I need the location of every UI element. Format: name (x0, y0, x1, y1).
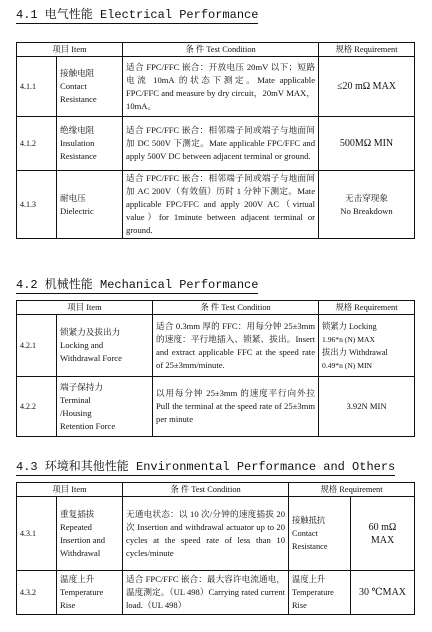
item-name-en: Terminal (60, 394, 91, 405)
header-condition: 条 件 Test Condition (123, 483, 289, 497)
requirement-amount: 60 mΩ (368, 521, 397, 533)
item-number: 4.1.2 (17, 117, 57, 171)
table-header-row (17, 483, 415, 497)
item-number: 4.1.1 (17, 57, 57, 117)
table-row (17, 117, 415, 171)
requirement-value: 3.92N MIN (319, 377, 415, 437)
requirement-value: 30 ℃MAX (351, 571, 415, 615)
requirement-label-cn: 接触抵抗 (292, 516, 326, 525)
header-item: 项目 Item (17, 43, 123, 57)
item-name (57, 377, 153, 437)
requirement-unit: MAX (370, 534, 395, 546)
item-name-en: Withdrawal Force (60, 353, 122, 363)
item-name-en: Withdrawal (60, 547, 101, 558)
item-name-en: Retention Force (60, 420, 116, 431)
test-condition: 适合 FPC/FFC 嵌合：相邻端子间或端子与地面间加 AC 200V（有效值）历时 1 分钟下测定。Mate applicable FPC/FFC and apply 200V AC（virtual value）for 1minute between adjacent terminal or ground. (123, 171, 319, 239)
requirement-locking: 锁紧力 Locking (322, 321, 377, 331)
requirement-label-en: Temperature (292, 588, 334, 597)
mechanical-performance-table (16, 300, 415, 437)
requirement-withdrawal-value: 0.49*n (N) MIN (322, 360, 373, 370)
item-name-en: Contact (60, 81, 87, 91)
header-requirement: 规格 Requirement (319, 301, 415, 315)
section-title-electrical: 4.1 电气性能 Electrical Performance (16, 8, 259, 22)
item-number: 4.2.2 (17, 377, 57, 437)
item-name-en: Resistance (60, 151, 97, 161)
table-row (17, 377, 415, 437)
table-row (17, 497, 415, 571)
item-name-cn: 耐电压 (60, 192, 86, 203)
item-name-en: Insulation (60, 138, 95, 148)
requirement-value (351, 497, 415, 571)
table-row (17, 171, 415, 239)
item-number: 4.3.2 (17, 571, 57, 615)
requirement-label-en: Resistance (292, 542, 328, 551)
item-name-en: Rise (60, 600, 76, 610)
section-title-mechanical: 4.2 机械性能 Mechanical Performance (16, 278, 259, 292)
header-item: 项目 Item (17, 301, 153, 315)
item-name-cn: 端子保持力 (60, 381, 103, 392)
header-item: 项目 Item (17, 483, 123, 497)
item-name (57, 171, 123, 239)
item-name-en: /Housing (60, 407, 92, 418)
item-name-cn: 温度上升 (60, 574, 95, 584)
test-condition: 适合 FPC/FFC 嵌合：开放电压 20mV 以下；短路电流 10mA 的状态下测定。Mate applicable FPC/FFC and measure by dry circuit，20mV MAX，10mA。 (123, 57, 319, 117)
table-header-row (17, 43, 415, 57)
table-row (17, 57, 415, 117)
requirement-value (319, 171, 415, 239)
item-name-en: Temperature (60, 587, 104, 597)
requirement-value: ≤20 mΩ MAX (319, 57, 415, 117)
test-condition: 适合 FPC/FFC 嵌合：最大容许电流通电，温度测定。（UL 498）Carrying rated current load.（UL 498） (123, 571, 289, 615)
item-name-cn: 锁紧力及拔出力 (60, 327, 121, 337)
test-condition: 无通电状态：以 10 次/分钟的速度插拔 20 次 Insertion and withdrawal actuator up to 20 cycles at the speed rate of less than 10 cycles/minute (123, 497, 289, 571)
item-name (57, 497, 123, 571)
item-number: 4.2.1 (17, 315, 57, 377)
requirement-cn: 无击穿现象 (345, 192, 388, 203)
environmental-performance-table (16, 482, 415, 615)
requirement-value (319, 315, 415, 377)
requirement-label-en: Rise (292, 601, 307, 610)
item-name (57, 57, 123, 117)
electrical-performance-table (16, 42, 415, 239)
section-title-environmental: 4.3 环境和其他性能 Environmental Performance and Others (16, 460, 396, 474)
item-name (57, 315, 153, 377)
requirement-locking-value: 1.96*n (N) MAX (322, 334, 375, 344)
table-row (17, 571, 415, 615)
item-name-cn: 接触电阻 (60, 68, 95, 78)
test-condition: 以用每分钟 25±3mm 的速度平行向外拉 Pull the terminal at the speed rate of 25±3mm per minute (153, 377, 319, 437)
requirement-label-cn: 温度上升 (292, 575, 326, 584)
requirement-withdrawal: 拔出力 Withdrawal (322, 347, 388, 357)
item-name-cn: 重复插拔 (60, 508, 95, 519)
requirement-label-en: Contact (292, 529, 318, 538)
item-name-en: Resistance (60, 94, 97, 104)
item-name-en: Insertion and (60, 534, 106, 545)
requirement-label (289, 497, 351, 571)
item-name (57, 117, 123, 171)
item-number: 4.1.3 (17, 171, 57, 239)
table-header-row (17, 301, 415, 315)
table-row (17, 315, 415, 377)
item-name (57, 571, 123, 615)
item-number: 4.3.1 (17, 497, 57, 571)
item-name-cn: 绝缘电阻 (60, 125, 95, 135)
header-requirement: 规格 Requirement (289, 483, 415, 497)
test-condition: 适合 0.3mm 厚的 FFC：用每分钟 25±3mm 的速度：平行地插入、锁紧、拔出。Insert and extract applicable FFC at the speed rate of 25±3mm/minute. (153, 315, 319, 377)
item-name-en: Locking and (60, 340, 104, 350)
requirement-value: 500MΩ MIN (319, 117, 415, 171)
header-condition: 条 件 Test Condition (123, 43, 319, 57)
header-requirement: 规格 Requirement (319, 43, 415, 57)
requirement-en: No Breakdown (340, 205, 393, 216)
header-condition: 条 件 Test Condition (153, 301, 319, 315)
test-condition: 适合 FPC/FFC 嵌合：相邻端子间或端子与地面间加 DC 500V 下测定。Mate applicable FPC/FFC and apply 500V DC between adjacent terminal or ground. (123, 117, 319, 171)
requirement-label (289, 571, 351, 615)
item-name-en: Repeated (60, 521, 92, 532)
item-name-en: Dielectric (60, 205, 94, 216)
